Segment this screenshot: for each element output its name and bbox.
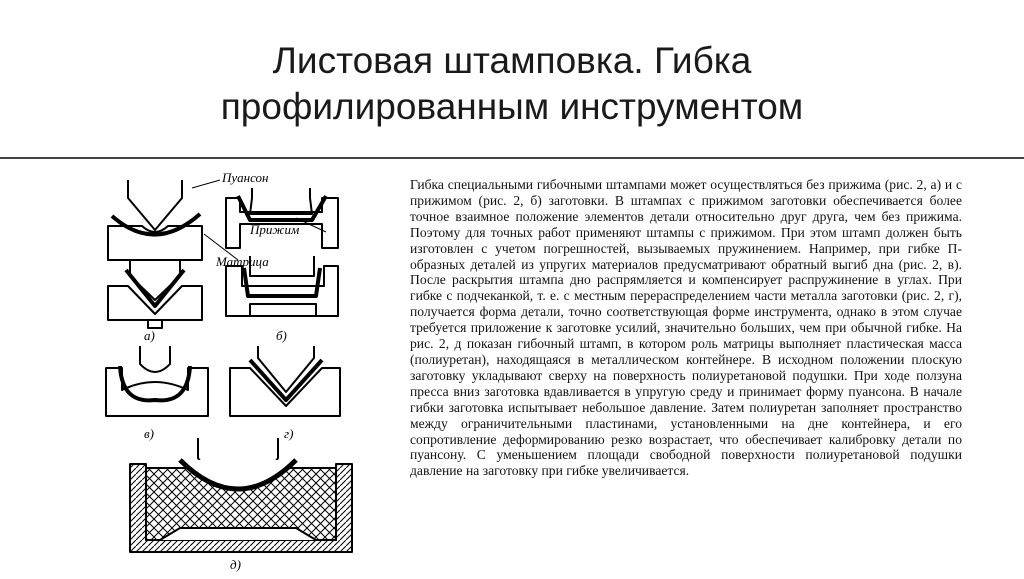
label-g: г)	[284, 426, 294, 441]
label-d: д)	[230, 557, 241, 572]
label-punch: Пуансон	[222, 170, 269, 185]
die-v	[106, 346, 208, 416]
label-a: а)	[144, 328, 155, 343]
label-clamp: Прижим	[250, 222, 300, 237]
label-v: в)	[144, 426, 154, 441]
slide-title	[0, 38, 1024, 130]
bending-dies-figure	[100, 168, 390, 574]
die-a-bottom	[108, 260, 202, 328]
label-b: б)	[276, 328, 287, 343]
body-paragraph: Гибка специальными гибочными штампами может осуществляться без прижима (рис. 2, а) и с прижимом (рис. 2, б) заготовки. В штампах с прижимом заготовки обеспечивается более точное взаимное положение элементов детали относительно друг друга, чем без прижима. Поэтому для точных работ применяют штампы с прижимом. При этом штамп должен быть изготовлен с учетом погрешностей, вызываемых пружинением. Например, при гибке П-образных деталей из упругих материалов предусматривают обратный выгиб дна (рис. 2, в). После раскрытия штампа дно распрямляется и компенсирует распружинение в углах. При гибке с подчеканкой, т. е. с местным перераспределением части металла заготовки (рис. 2, г), получается форма детали, точно соответствующая форме инструмента, однако в этом случае требуется приложение к заготовке усилий, значительно больших, чем при обычной гибке. На рис. 2, д показан гибочный штамп, в котором роль матрицы выполняет пластическая масса (полиуретан), находящаяся в металлическом контейнере. В исходном положении плоскую заготовку укладывают сверху на поверхность полиуретановой подушки. При ходе ползуна пресса вниз заготовка вдавливается в упругую среду и принимает форму пуансона. В начале гибки заготовка испытывает небольшое давление. Затем полиуретан заполняет пространство между ограничительными пластинами, установленными на дне контейнера, и его сопротивление деформированию резко возрастает, что обеспечивает калибровку детали по пуансону. С уменьшением площади свободной поверхности полиуретановой подушки давление на заготовку при гибке увеличивается.	[410, 177, 962, 479]
label-die: Матрица	[216, 254, 269, 269]
die-d	[130, 438, 352, 552]
figure-drawing	[100, 168, 390, 574]
title-line-2: профилированным инструментом	[220, 86, 804, 127]
title-divider	[0, 157, 1024, 159]
title-line-1: Листовая штамповка. Гибка	[272, 40, 752, 81]
die-a-top	[108, 180, 202, 260]
die-b-top	[226, 188, 338, 248]
die-g	[230, 346, 340, 416]
